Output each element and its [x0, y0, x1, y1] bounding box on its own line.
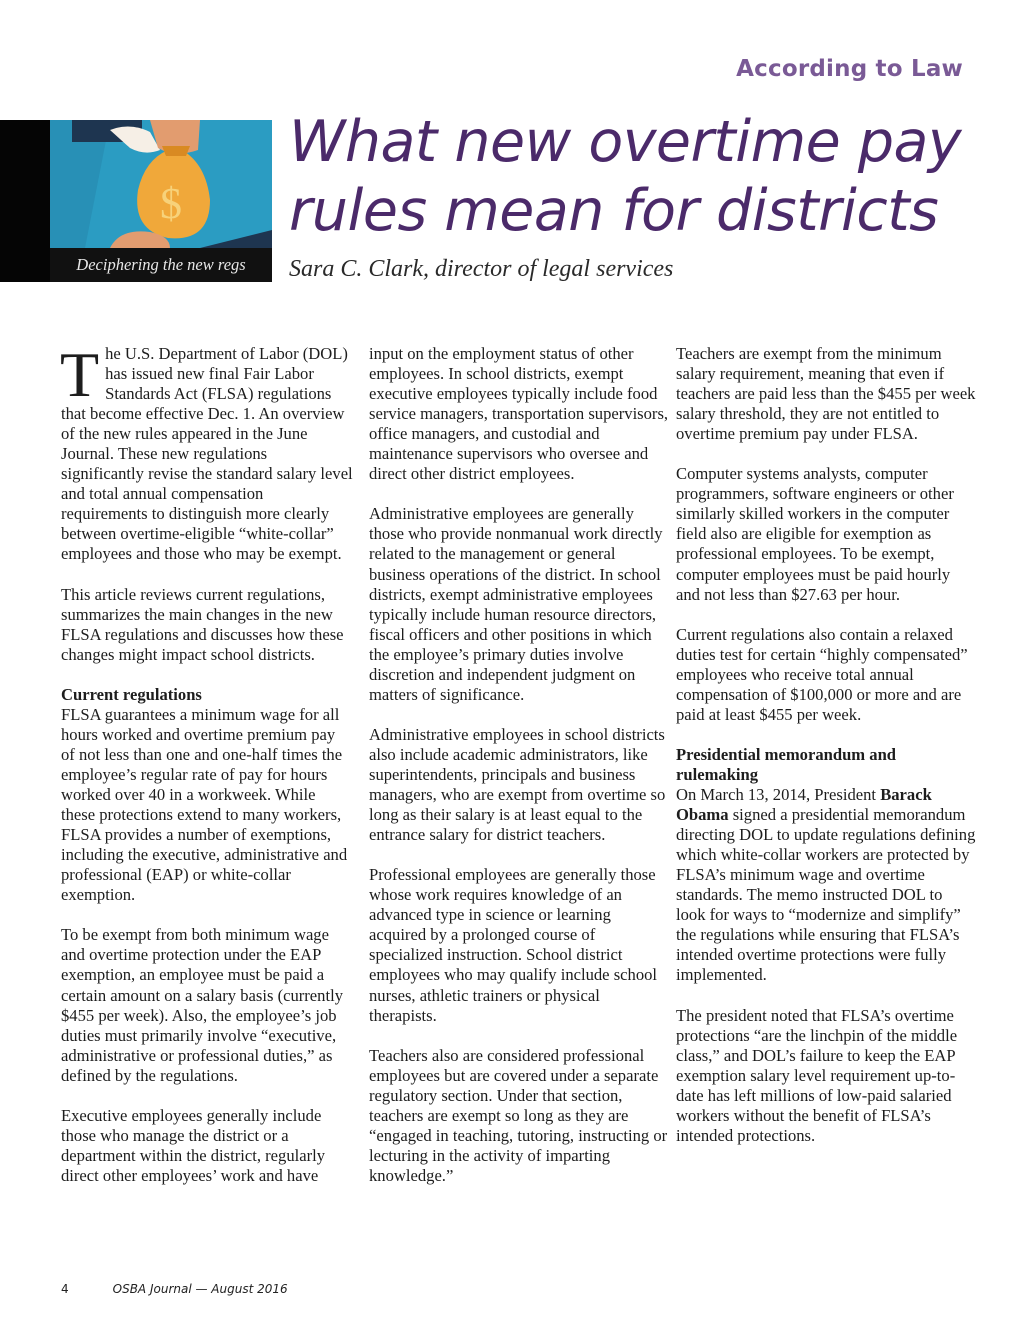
paragraph: To be exempt from both minimum wage and overtime protection under the EAP exemption, an employee must be paid a certain amount on a salary basis (currently $455 per week). Also, the employee’s job duties must primarily involve “executive, administrative or professional duties,” as defined by the regulations.: [61, 925, 343, 1085]
paragraph: [676, 745, 976, 785]
paragraph: input on the employment status of other employees. In school districts, exempt executive employees typically include food service managers, transportation supervisors, office managers, and custodial and maintenance supervisors who oversee and direct other district employees.: [369, 344, 669, 484]
bold-name: Barack Obama: [676, 785, 932, 825]
column-2: [369, 344, 669, 1206]
column-1: [60, 339, 353, 1206]
svg-text:$: $: [160, 179, 182, 228]
paragraph: This article reviews current regulations, summarizes the main changes in the new FLSA regulations and discusses how these changes might impact school districts.: [61, 584, 344, 664]
paragraph: On March 13, 2014, President Barack Obama signed a presidential memorandum directing DOL to update regulations defining which white-collar workers are protected by FLSA’s minimum wage and overtime standards. The memo instructed DOL to look for ways to “modernize and simplify” the regulations while ensuring that FLSA’s intended overtime protections were fully implemented.: [676, 785, 976, 985]
hero-black-band: [0, 120, 50, 282]
paragraph: The U.S. Department of Labor (DOL) has issued new final Fair Labor Standards Act (FLSA) regulations that become effective Dec. 1. An overview of the new rules appeared in the June Journal. These new regulations significantly revise the standard salary level and total annual compensation requirements to distinguish more clearly between overtime-eligible “white-collar” employees and those who may be exempt.: [60, 339, 353, 564]
hero-image: [0, 120, 272, 282]
paragraph: FLSA guarantees a minimum wage for all hours worked and overtime premium pay of not less than one and one-half times the employee’s regular rate of pay for hours worked over 40 in a workweek. While these protections extend to many workers, FLSA provides a number of exemptions, including the executive, administrative and professional (EAP) or white-collar exemption.: [61, 704, 348, 905]
article-title: What new overtime pay rules mean for districts: [289, 109, 962, 244]
paragraph: The president noted that FLSA’s overtime protections “are the linchpin of the middle class,” and DOL’s failure to keep the EAP exemption salary level requirement up-to-date has left millions of low-paid salaried workers without the benefit of FLSA’s intended protections.: [676, 1005, 958, 1145]
publication-name: OSBA Journal — August 2016: [112, 1282, 288, 1296]
page-number: 4: [61, 1282, 69, 1296]
money-bag-illustration: [50, 120, 272, 248]
byline: Sara C. Clark, director of legal services: [289, 256, 674, 282]
drop-cap: T: [60, 339, 100, 410]
paragraph: Teachers are exempt from the minimum salary requirement, meaning that even if teachers are paid less than the $455 per week salary threshold, they are not entitled to overtime premium pay under FLSA.: [676, 344, 976, 444]
paragraph: Executive employees generally include those who manage the district or a department within the district, regularly direct other employees’ work and have: [61, 1105, 326, 1185]
paragraph: Administrative employees in school districts also include academic administrators, like superintendents, principals and business managers, who are exempt from overtime so long as their salary is at least equal to the entrance salary for district teachers.: [369, 724, 666, 845]
paragraph: [61, 685, 353, 705]
paragraph: Administrative employees are generally those who provide nonmanual work directly related to the management or general business operations of the district. In school districts, exempt administrative employees typically include human resource directors, fiscal officers and other positions in which the employee’s primary duties involve discretion and independent judgment on matters of significance.: [369, 504, 663, 704]
paragraph: Current regulations also contain a relaxed duties test for certain “highly compensated” employees who receive total annual compensation of $100,000 or more and are paid at least $455 per week.: [676, 624, 968, 724]
paragraph: Teachers also are considered professional employees but are covered under a separate regulatory section. Under that section, teachers are exempt so long as they are “engaged in teaching, tutoring, instructing or lecturing in the activity of imparting knowledge.”: [369, 1045, 668, 1185]
section-label: According to Law: [736, 56, 963, 82]
page-footer: [61, 1282, 288, 1296]
paragraph: Professional employees are generally those whose work requires knowledge of an advanced type in science or learning acquired by a prolonged course of specialized instruction. School district employees who may qualify include school nurses, athletic trainers or physical therapists.: [369, 865, 658, 1025]
subhead: Presidential memorandum and rulemaking: [676, 744, 897, 784]
money-bag-icon: [50, 120, 272, 248]
subhead: Current regulations: [61, 684, 202, 704]
paragraph: Computer systems analysts, computer programmers, software engineers or other similarly skilled workers in the computer field also are eligible for exemption as professional employees. To be exempt, computer employees must be paid hourly and not less than $27.63 per hour.: [676, 464, 954, 604]
column-3: [676, 344, 976, 1166]
hero-caption: Deciphering the new regs: [50, 248, 272, 282]
